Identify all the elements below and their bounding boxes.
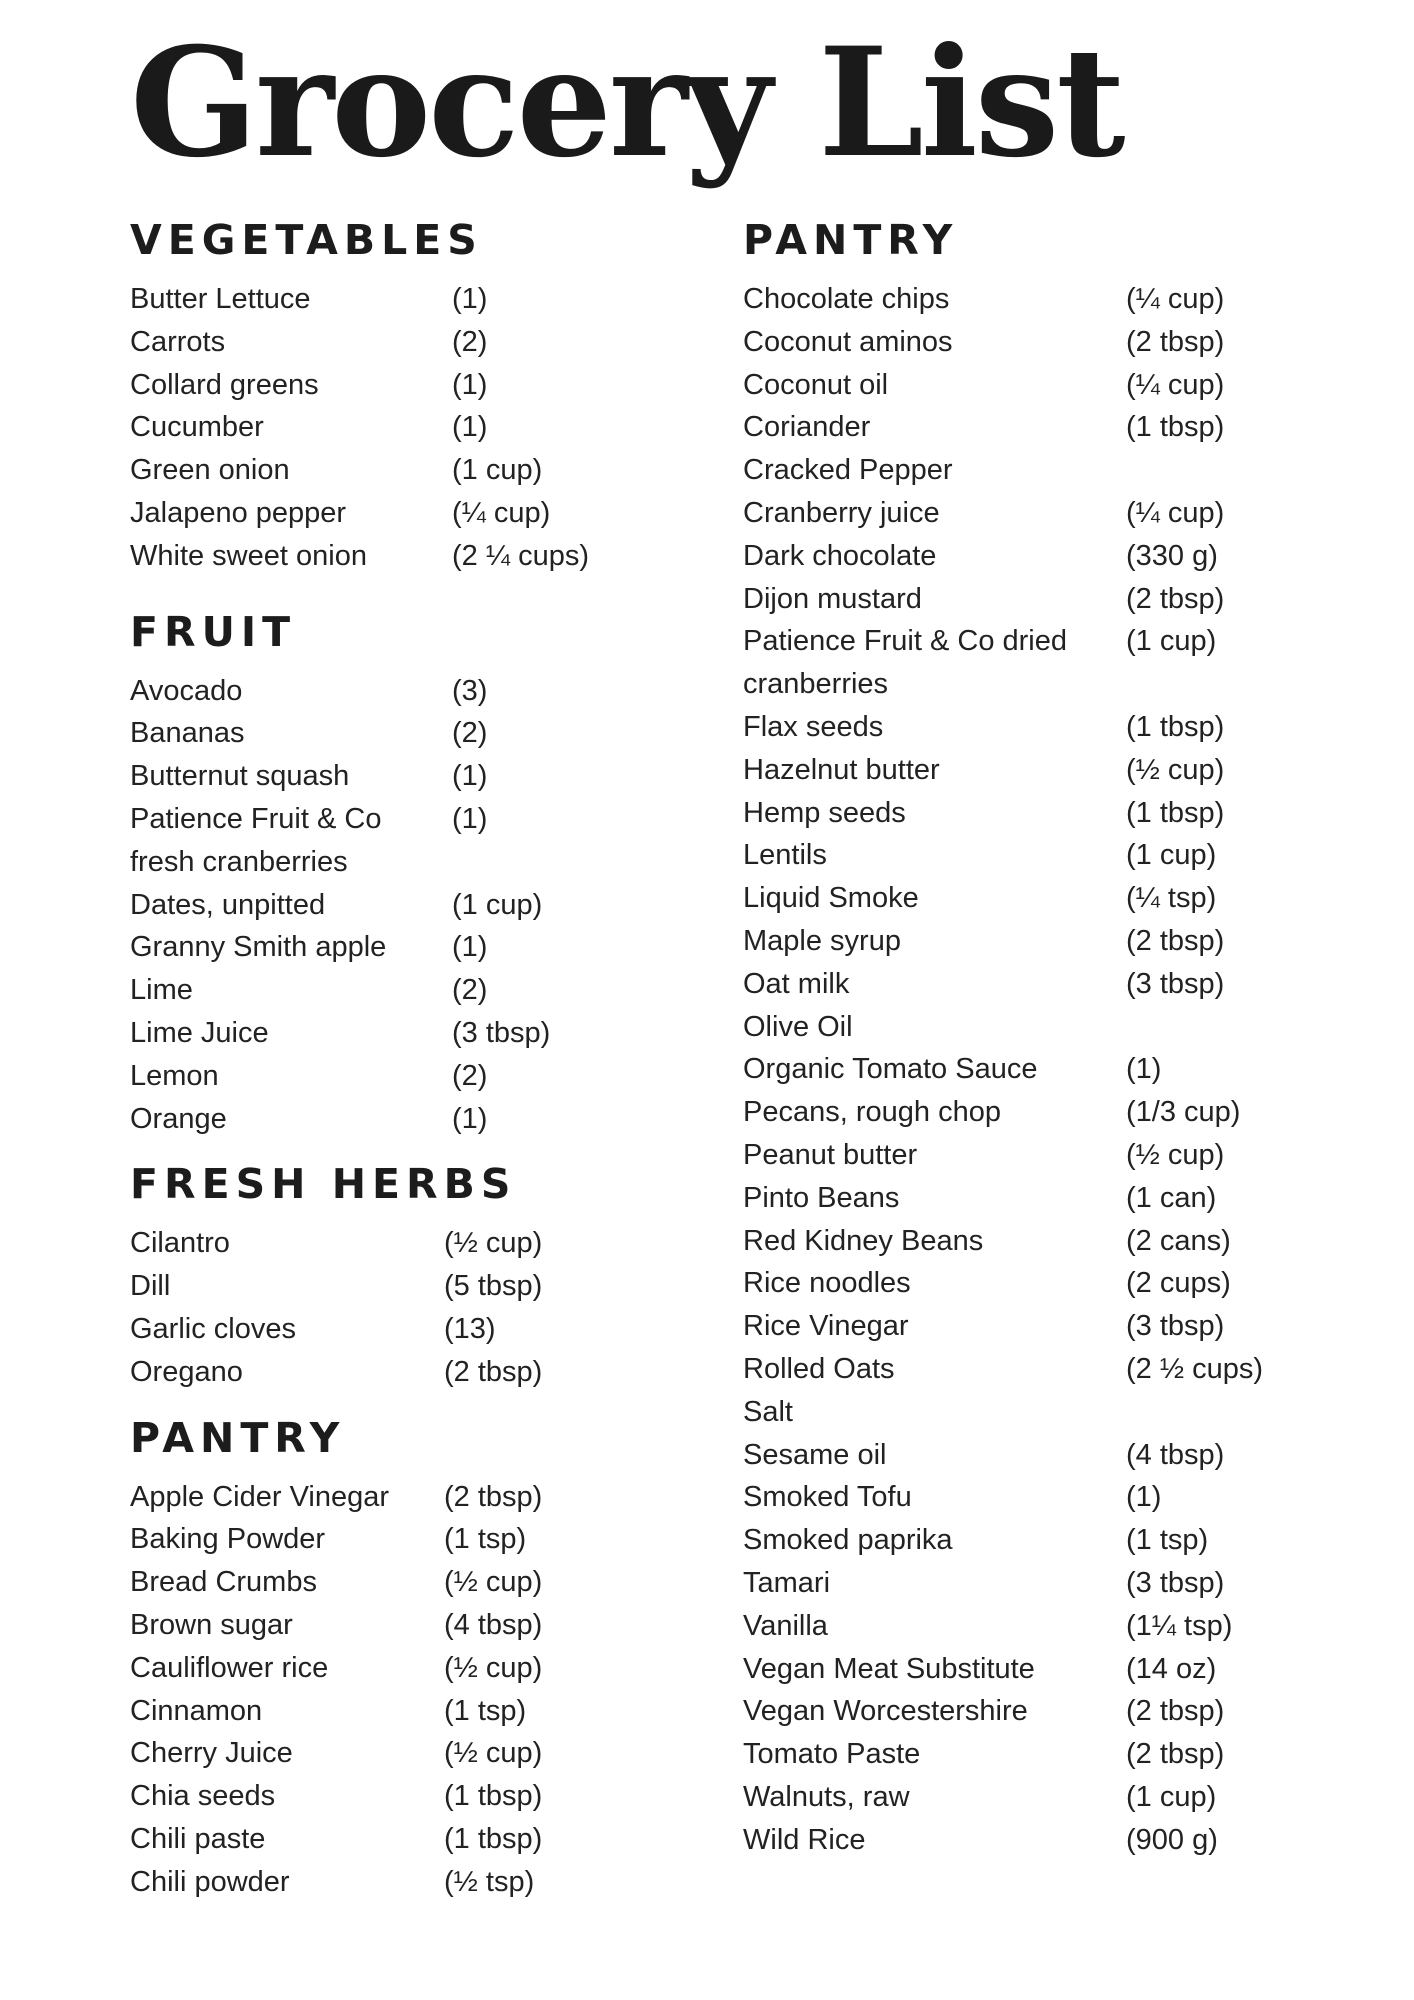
- item-name: Granny Smith apple: [130, 931, 387, 964]
- item-quantity: (2 tbsp): [1126, 1695, 1225, 1728]
- item-quantity: (2): [452, 325, 488, 358]
- item-quantity: (2): [452, 717, 488, 750]
- item-name: Red Kidney Beans: [743, 1224, 984, 1257]
- item-name: Cinnamon: [130, 1694, 263, 1727]
- item-quantity: (1 tbsp): [1126, 796, 1225, 829]
- item-quantity: (1 cup): [452, 888, 543, 921]
- item-name: Orange: [130, 1102, 227, 1135]
- list-item: [130, 926, 690, 969]
- item-name: Olive Oil: [743, 1010, 853, 1043]
- list-item: [743, 1733, 1323, 1776]
- item-name: Baking Powder: [130, 1523, 326, 1556]
- item-quantity: (1 cup): [1126, 839, 1217, 872]
- item-quantity: (3 tbsp): [1126, 1310, 1225, 1343]
- item-name: Lime: [130, 974, 193, 1007]
- item-name: Chili powder: [130, 1865, 290, 1898]
- left-column: [130, 210, 690, 1904]
- item-name: Apple Cider Vinegar: [130, 1480, 390, 1513]
- item-name: Coriander: [743, 411, 871, 444]
- list-item: [130, 1861, 690, 1904]
- section-heading-fresh-herbs: FRESH HERBS: [130, 1160, 517, 1209]
- item-name: Cauliflower rice: [130, 1651, 329, 1684]
- item-name: Chia seeds: [130, 1780, 276, 1813]
- list-item: [130, 278, 690, 321]
- section-heading-pantry-left: PANTRY: [130, 1413, 346, 1462]
- item-name: Peanut butter: [743, 1138, 918, 1171]
- item-name: Brown sugar: [130, 1608, 293, 1641]
- item-quantity: (1): [452, 411, 488, 444]
- item-quantity: (1): [452, 802, 488, 835]
- item-quantity: (3 tbsp): [1126, 967, 1225, 1000]
- list-item: [743, 1519, 1323, 1562]
- item-quantity: (14 oz): [1126, 1652, 1217, 1685]
- list-item: [743, 620, 1323, 706]
- item-quantity: (1 tsp): [1126, 1524, 1209, 1557]
- item-quantity: (½ cup): [1126, 1138, 1225, 1171]
- list-item: [743, 578, 1323, 621]
- item-quantity: (¼ cup): [1126, 496, 1225, 529]
- fresh-herbs-list: [130, 1222, 690, 1393]
- item-name: Bananas: [130, 717, 245, 750]
- list-item: [743, 1091, 1323, 1134]
- list-item: [130, 364, 690, 407]
- section-pantry-left: [130, 1408, 690, 1904]
- list-item: [130, 1012, 690, 1055]
- list-item: [130, 1055, 690, 1098]
- item-name: Wild Rice: [743, 1823, 866, 1856]
- item-quantity: (1 tbsp): [1126, 411, 1225, 444]
- item-name: Vegan Meat Substitute: [743, 1652, 1035, 1685]
- list-item: [130, 1690, 690, 1733]
- item-name: Cucumber: [130, 411, 264, 444]
- list-item: [743, 449, 1323, 492]
- item-name: Smoked paprika: [743, 1524, 953, 1557]
- section-fruit: [130, 602, 690, 1141]
- item-name: Bread Crumbs: [130, 1566, 317, 1599]
- list-item: [743, 920, 1323, 963]
- item-name: Oregano: [130, 1355, 243, 1388]
- item-name: Rolled Oats: [743, 1352, 895, 1385]
- list-item: [743, 1434, 1323, 1477]
- item-name: Jalapeno pepper: [130, 496, 347, 529]
- item-quantity: (½ cup): [444, 1651, 543, 1684]
- list-item: [743, 1177, 1323, 1220]
- item-name: Rice Vinegar: [743, 1310, 909, 1343]
- item-name: Garlic cloves: [130, 1312, 296, 1345]
- item-name: Coconut oil: [743, 368, 889, 401]
- item-name: Hemp seeds: [743, 796, 906, 829]
- item-quantity: (1 tbsp): [1126, 710, 1225, 743]
- item-quantity: (2 tbsp): [1126, 582, 1225, 615]
- list-item: [743, 1348, 1323, 1391]
- item-name: Tomato Paste: [743, 1738, 921, 1771]
- item-quantity: (1 tbsp): [444, 1780, 543, 1813]
- list-item: [130, 1732, 690, 1775]
- list-item: [743, 792, 1323, 835]
- item-quantity: (1): [452, 931, 488, 964]
- item-quantity: (½ cup): [444, 1737, 543, 1770]
- list-item: [130, 670, 690, 713]
- item-quantity: (2 tbsp): [1126, 325, 1225, 358]
- list-item: [743, 492, 1323, 535]
- item-quantity: (3 tbsp): [1126, 1566, 1225, 1599]
- item-name: Avocado: [130, 674, 243, 707]
- list-item: [130, 492, 690, 535]
- list-item: [743, 1262, 1323, 1305]
- item-name: Cherry Juice: [130, 1737, 293, 1770]
- item-name: Chili paste: [130, 1822, 266, 1855]
- list-item: [743, 749, 1323, 792]
- list-item: [130, 1265, 690, 1308]
- item-quantity: (¼ cup): [1126, 368, 1225, 401]
- item-name: Patience Fruit & Co fresh cranberries: [130, 802, 382, 878]
- list-item: [130, 712, 690, 755]
- item-quantity: (900 g): [1126, 1823, 1218, 1856]
- item-quantity: (½ tsp): [444, 1865, 535, 1898]
- list-item: [743, 1562, 1323, 1605]
- list-item: [130, 1476, 690, 1519]
- right-column: [743, 210, 1323, 1861]
- pantry-right-list: [743, 278, 1323, 1861]
- item-quantity: (330 g): [1126, 539, 1218, 572]
- list-item: [743, 1134, 1323, 1177]
- list-item: [743, 963, 1323, 1006]
- item-name: Patience Fruit & Co dried cranberries: [743, 625, 1067, 701]
- item-quantity: (3): [452, 674, 488, 707]
- item-quantity: (1 tsp): [444, 1694, 527, 1727]
- list-item: [130, 1308, 690, 1351]
- item-quantity: (1 can): [1126, 1181, 1217, 1214]
- item-name: Rice noodles: [743, 1267, 911, 1300]
- item-name: Hazelnut butter: [743, 753, 940, 786]
- item-quantity: (2 ½ cups): [1126, 1352, 1263, 1385]
- list-item: [130, 406, 690, 449]
- item-name: Maple syrup: [743, 924, 901, 957]
- item-name: Collard greens: [130, 368, 319, 401]
- item-name: Vanilla: [743, 1609, 828, 1642]
- list-item: [743, 364, 1323, 407]
- item-name: Dijon mustard: [743, 582, 922, 615]
- item-quantity: (2): [452, 974, 488, 1007]
- list-item: [130, 321, 690, 364]
- section-fresh-herbs: [130, 1154, 690, 1393]
- item-quantity: (2 cups): [1126, 1267, 1231, 1300]
- item-quantity: (1): [452, 760, 488, 793]
- item-quantity: (1 cup): [1126, 1780, 1217, 1813]
- list-item: [130, 1647, 690, 1690]
- list-item: [130, 535, 690, 578]
- item-quantity: (1 cup): [452, 454, 543, 487]
- list-item: [743, 1220, 1323, 1263]
- item-name: Pinto Beans: [743, 1181, 900, 1214]
- item-name: Carrots: [130, 325, 226, 358]
- item-name: Dates, unpitted: [130, 888, 326, 921]
- item-quantity: (2 ¼ cups): [452, 539, 589, 572]
- list-item: [743, 406, 1323, 449]
- list-item: [743, 1305, 1323, 1348]
- item-quantity: (¼ cup): [452, 496, 551, 529]
- list-item: [130, 884, 690, 927]
- item-name: Oat milk: [743, 967, 850, 1000]
- item-name: Cilantro: [130, 1227, 230, 1260]
- section-heading-vegetables: VEGETABLES: [130, 216, 483, 264]
- section-heading-pantry-right: PANTRY: [743, 216, 959, 264]
- item-quantity: (13): [444, 1312, 496, 1345]
- list-item: [743, 1391, 1323, 1434]
- list-item: [743, 1048, 1323, 1091]
- list-item: [743, 1605, 1323, 1648]
- section-vegetables: [130, 210, 690, 578]
- list-item: [130, 1818, 690, 1861]
- item-quantity: (1): [1126, 1053, 1162, 1086]
- item-quantity: (1/3 cup): [1126, 1096, 1241, 1129]
- item-quantity: (4 tbsp): [444, 1608, 543, 1641]
- item-quantity: (¼ cup): [1126, 283, 1225, 315]
- list-item: [130, 1351, 690, 1394]
- item-name: Butter Lettuce: [130, 283, 311, 315]
- list-item: [743, 877, 1323, 920]
- page-title: Grocery List: [130, 15, 1123, 191]
- section-pantry-right: [743, 210, 1323, 1861]
- item-quantity: (3 tbsp): [452, 1016, 551, 1049]
- item-name: Chocolate chips: [743, 283, 950, 315]
- list-item: [130, 798, 690, 884]
- item-name: Dark chocolate: [743, 539, 937, 572]
- list-item: [130, 1518, 690, 1561]
- item-quantity: (1 cup): [1126, 625, 1217, 658]
- list-item: [130, 1561, 690, 1604]
- pantry-left-list: [130, 1476, 690, 1904]
- list-item: [130, 1604, 690, 1647]
- item-quantity: (2 tbsp): [1126, 1738, 1225, 1771]
- vegetables-list: [130, 278, 690, 578]
- item-quantity: (1): [452, 1102, 488, 1135]
- list-item: [743, 278, 1323, 321]
- item-quantity: (½ cup): [444, 1566, 543, 1599]
- list-item: [130, 1222, 690, 1265]
- item-name: Lentils: [743, 839, 827, 872]
- item-quantity: (2 tbsp): [444, 1480, 543, 1513]
- list-item: [743, 834, 1323, 877]
- list-item: [130, 449, 690, 492]
- list-item: [743, 1476, 1323, 1519]
- item-name: White sweet onion: [130, 539, 367, 572]
- item-quantity: (2): [452, 1059, 488, 1092]
- item-quantity: (1): [1126, 1481, 1162, 1514]
- item-name: Coconut aminos: [743, 325, 953, 358]
- item-name: Lemon: [130, 1059, 219, 1092]
- list-item: [130, 1098, 690, 1141]
- item-quantity: (2 tbsp): [1126, 924, 1225, 957]
- item-name: Cracked Pepper: [743, 454, 953, 487]
- item-name: Dill: [130, 1270, 171, 1303]
- list-item: [130, 755, 690, 798]
- item-name: Pecans, rough chop: [743, 1096, 1001, 1129]
- list-item: [743, 1690, 1323, 1733]
- item-quantity: (½ cup): [444, 1227, 543, 1260]
- item-quantity: (½ cup): [1126, 753, 1225, 786]
- item-name: Green onion: [130, 454, 290, 487]
- item-quantity: (2 tbsp): [444, 1355, 543, 1388]
- item-name: Walnuts, raw: [743, 1780, 910, 1813]
- item-name: Salt: [743, 1395, 793, 1428]
- item-name: Vegan Worcestershire: [743, 1695, 1028, 1728]
- item-name: Tamari: [743, 1566, 831, 1599]
- item-name: Lime Juice: [130, 1016, 269, 1049]
- item-name: Flax seeds: [743, 710, 884, 743]
- list-item: [743, 1776, 1323, 1819]
- item-name: Sesame oil: [743, 1438, 887, 1471]
- section-heading-fruit: FRUIT: [130, 607, 297, 656]
- list-item: [743, 1648, 1323, 1691]
- list-item: [743, 1819, 1323, 1862]
- list-item: [743, 706, 1323, 749]
- list-item: [743, 1006, 1323, 1049]
- item-quantity: (¼ tsp): [1126, 882, 1217, 915]
- fruit-list: [130, 670, 690, 1141]
- item-name: Butternut squash: [130, 760, 350, 793]
- list-item: [743, 535, 1323, 578]
- item-quantity: (4 tbsp): [1126, 1438, 1225, 1471]
- item-quantity: (5 tbsp): [444, 1270, 543, 1303]
- item-quantity: (1 tbsp): [444, 1822, 543, 1855]
- item-quantity: (1 tsp): [444, 1523, 527, 1556]
- item-name: Organic Tomato Sauce: [743, 1053, 1038, 1086]
- item-quantity: (1): [452, 368, 488, 401]
- item-quantity: (2 cans): [1126, 1224, 1231, 1257]
- item-name: Cranberry juice: [743, 496, 940, 529]
- list-item: [130, 1775, 690, 1818]
- list-item: [130, 969, 690, 1012]
- item-name: Liquid Smoke: [743, 882, 919, 915]
- item-name: Smoked Tofu: [743, 1481, 912, 1514]
- item-quantity: (1): [452, 283, 488, 315]
- item-quantity: (1¼ tsp): [1126, 1609, 1233, 1642]
- list-item: [743, 321, 1323, 364]
